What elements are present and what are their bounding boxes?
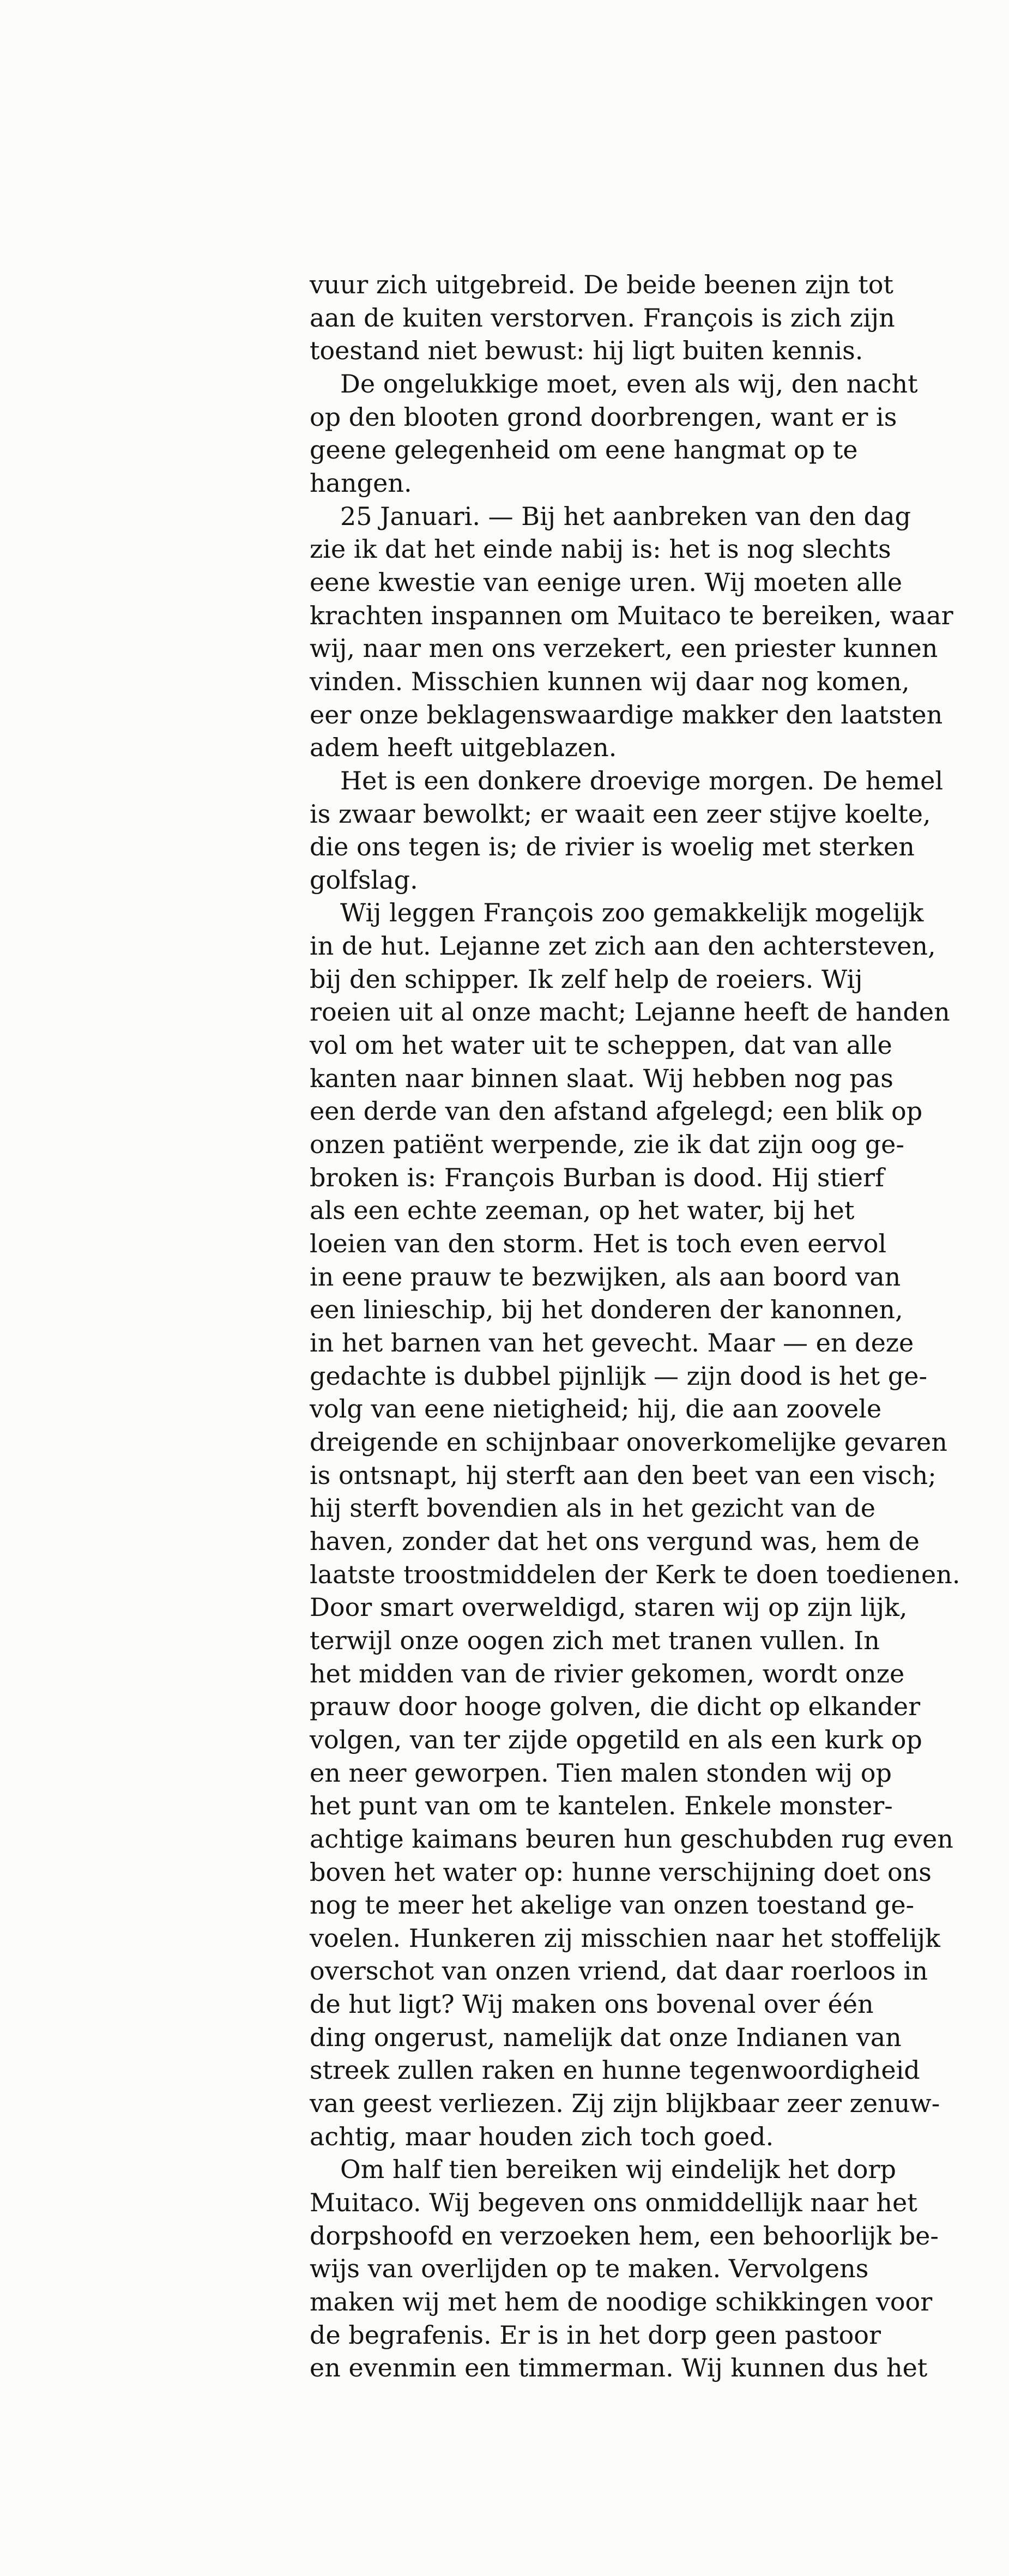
text-line: in het barnen van het gevecht. Maar — en deze — [310, 1328, 914, 1358]
text-line: dreigende en schijnbaar onoverkomelijke gevaren — [310, 1427, 947, 1457]
text-line: van geest verliezen. Zij zijn blijkbaar zeer zenuw- — [310, 2089, 940, 2119]
text-line: Om half tien bereiken wij eindelijk het dorp — [340, 2155, 896, 2185]
text-line: bij den schipper. Ik zelf help de roeiers. Wij — [310, 964, 863, 994]
text-line: krachten inspannen om Muitaco te bereiken, waar — [310, 600, 953, 630]
text-line: en evenmin een timmerman. Wij kunnen dus het — [310, 2353, 928, 2383]
text-line: het midden van de rivier gekomen, wordt onze — [310, 1658, 905, 1688]
text-line: nog te meer het akelige van onzen toestand ge- — [310, 1890, 915, 1920]
text-line: eene kwestie van eenige uren. Wij moeten alle — [310, 567, 903, 597]
text-line: volgen, van ter zijde opgetild en als een kurk op — [310, 1724, 922, 1754]
text-line: een linieschip, bij het donderen der kanonnen, — [310, 1295, 903, 1325]
text-line: gedachte is dubbel pijnlijk — zijn dood is het ge- — [310, 1361, 928, 1391]
text-line: eer onze beklagenswaardige makker den laatsten — [310, 699, 943, 729]
text-line: vuur zich uitgebreid. De beide beenen zijn tot — [310, 270, 893, 299]
text-line: een derde van den afstand afgelegd; een blik op — [310, 1096, 923, 1126]
text-line: is zwaar bewolkt; er waait een zeer stijve koelte, — [310, 799, 931, 829]
text-line: Wij leggen François zoo gemakkelijk mogelijk — [340, 898, 924, 928]
text-line: achtige kaimans beuren hun geschubden rug even — [310, 1824, 953, 1854]
text-line: kanten naar binnen slaat. Wij hebben nog pas — [310, 1063, 893, 1093]
text-line: haven, zonder dat het ons vergund was, hem de — [310, 1526, 920, 1556]
body-text — [310, 268, 982, 2385]
text-line: toestand niet bewust: hij ligt buiten kennis. — [310, 336, 863, 366]
text-line: geene gelegenheid om eene hangmat op te — [310, 435, 858, 465]
text-line: als een echte zeeman, op het water, bij het — [310, 1196, 855, 1226]
text-line: dorpshoofd en verzoeken hem, een behoorlijk be- — [310, 2221, 939, 2251]
text-line: op den blooten grond doorbrengen, want er is — [310, 402, 897, 432]
text-line: onzen patiënt werpende, zie ik dat zijn oog ge- — [310, 1130, 904, 1160]
text-line: terwijl onze oogen zich met tranen vullen. In — [310, 1625, 880, 1655]
text-line: de hut ligt? Wij maken ons bovenal over één — [310, 1989, 874, 2019]
text-line: Door smart overweldigd, staren wij op zijn lijk, — [310, 1592, 908, 1622]
text-line: 25 Januari. — Bij het aanbreken van den dag — [340, 501, 911, 531]
text-line: in de hut. Lejanne zet zich aan den achtersteven, — [310, 931, 936, 961]
text-line: ding ongerust, namelijk dat onze Indianen van — [310, 2022, 902, 2052]
text-line: golfslag. — [310, 865, 418, 895]
text-line: laatste troostmiddelen der Kerk te doen toedienen. — [310, 1559, 960, 1589]
text-line: de begrafenis. Er is in het dorp geen pastoor — [310, 2320, 881, 2350]
text-line: en neer geworpen. Tien malen stonden wij op — [310, 1758, 892, 1788]
text-line: zie ik dat het einde nabij is: het is nog slechts — [310, 534, 891, 564]
text-line: Muitaco. Wij begeven ons onmiddellijk naar het — [310, 2188, 917, 2218]
text-line: die ons tegen is; de rivier is woelig met sterken — [310, 832, 915, 862]
text-line: loeien van den storm. Het is toch even eervol — [310, 1229, 887, 1259]
text-line: adem heeft uitgeblazen. — [310, 733, 617, 763]
text-line: maken wij met hem de noodige schikkingen voor — [310, 2287, 933, 2317]
text-line: streek zullen raken en hunne tegenwoordigheid — [310, 2055, 920, 2085]
text-line: broken is: François Burban is dood. Hij stierf — [310, 1162, 885, 1192]
text-line: Het is een donkere droevige morgen. De hemel — [340, 765, 944, 795]
text-line: volg van eene nietigheid; hij, die aan zoovele — [310, 1394, 882, 1424]
text-line: aan de kuiten verstorven. François is zich zijn — [310, 303, 895, 333]
text-line: hij sterft bovendien als in het gezicht van de — [310, 1493, 875, 1523]
text-line: achtig, maar houden zich toch goed. — [310, 2121, 774, 2151]
text-line: vinden. Misschien kunnen wij daar nog komen, — [310, 666, 910, 696]
text-line: roeien uit al onze macht; Lejanne heeft de handen — [310, 997, 950, 1027]
text-line: prauw door hooge golven, die dicht op elkander — [310, 1692, 921, 1722]
text-line: De ongelukkige moet, even als wij, den nacht — [340, 369, 918, 399]
text-line: wij, naar men ons verzekert, een priester kunnen — [310, 634, 938, 663]
text-line: voelen. Hunkeren zij misschien naar het stoffelijk — [310, 1923, 940, 1953]
text-line: overschot van onzen vriend, dat daar roerloos in — [310, 1956, 928, 1986]
text-line: wijs van overlijden op te maken. Vervolgens — [310, 2254, 869, 2284]
text-line: vol om het water uit te scheppen, dat van alle — [310, 1030, 892, 1060]
text-line: is ontsnapt, hij sterft aan den beet van een visch; — [310, 1460, 937, 1490]
text-line: in eene prauw te bezwijken, als aan boord van — [310, 1262, 901, 1292]
text-line: het punt van om te kantelen. Enkele monster- — [310, 1791, 893, 1821]
text-line: boven het water op: hunne verschijning doet ons — [310, 1857, 932, 1887]
text-line: hangen. — [310, 468, 412, 498]
